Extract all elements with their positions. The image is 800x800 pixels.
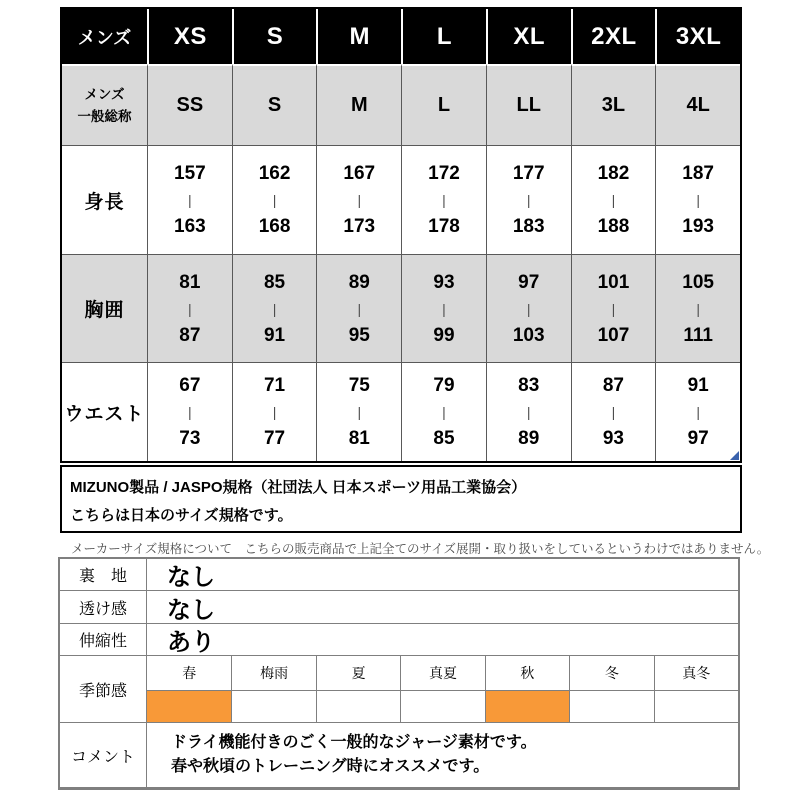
range-cell (655, 145, 740, 254)
range-cell (486, 362, 571, 461)
range-cell (147, 254, 232, 362)
range-separator: | (696, 404, 700, 420)
range-cell (571, 362, 656, 461)
range-min: 177 (512, 163, 545, 184)
spec-value-sheerness: なし (147, 590, 738, 623)
general-name-label (62, 64, 147, 145)
range-cell (655, 254, 740, 362)
range-cell (316, 254, 401, 362)
range-cell (232, 254, 317, 362)
range-separator: | (611, 300, 616, 317)
spec-label-lining: 裏 地 (60, 559, 147, 590)
range-separator: | (696, 192, 700, 208)
range-cell (655, 362, 740, 461)
spec-label-stretch: 伸縮性 (60, 623, 147, 655)
general-name-line: 一般総称 (77, 108, 132, 124)
range-min: 67 (179, 375, 201, 396)
range-min: 83 (518, 375, 540, 396)
range-separator: | (442, 404, 446, 420)
range-min: 75 (348, 375, 370, 396)
range-separator: | (442, 300, 446, 317)
size-header-cell: XL (486, 9, 571, 64)
season-name: 夏 (316, 656, 400, 690)
range-cell (232, 145, 317, 254)
range-max: 111 (683, 324, 713, 346)
spec-label-sheerness: 透け感 (60, 590, 147, 623)
size-header-cell: 2XL (571, 9, 656, 64)
season-grid (147, 655, 738, 722)
season-cell-highlighted (485, 690, 569, 722)
range-cell (571, 145, 656, 254)
range-cell (486, 145, 571, 254)
fabric-spec-table (58, 557, 740, 790)
range-min: 162 (258, 163, 291, 184)
season-name: 春 (182, 665, 197, 681)
season-cell (654, 690, 738, 722)
range-separator: | (272, 300, 277, 317)
range-cell (571, 254, 656, 362)
range-max: 103 (512, 324, 545, 346)
range-max: 188 (597, 216, 630, 237)
general-size-cell: LL (486, 64, 571, 145)
range-separator: | (272, 404, 277, 420)
range-cell (232, 362, 317, 461)
range-max: 99 (433, 324, 455, 346)
range-min: 187 (682, 163, 714, 184)
range-min: 182 (597, 163, 630, 184)
comment-line: ドライ機能付きのごく一般的なジャージ素材です。 (171, 734, 537, 751)
range-max: 95 (348, 324, 370, 346)
size-standard-note-box (60, 465, 742, 533)
season-cell (400, 690, 484, 722)
range-max: 93 (602, 428, 624, 449)
range-separator: | (611, 404, 616, 420)
range-max: 173 (343, 216, 376, 237)
comment-line: 春や秋頃のトレーニング時にオススメです。 (171, 758, 490, 775)
range-max: 85 (433, 428, 455, 449)
range-separator: | (188, 404, 192, 420)
range-cell (316, 145, 401, 254)
range-separator: | (526, 404, 531, 420)
range-min: 87 (602, 375, 624, 396)
range-max: 87 (179, 324, 201, 346)
range-max: 107 (597, 324, 630, 346)
range-cell (147, 362, 232, 461)
measure-row-label: ウエスト (62, 362, 147, 461)
range-separator: | (696, 300, 700, 317)
range-min: 105 (682, 271, 714, 293)
range-max: 178 (428, 216, 460, 237)
range-min: 79 (433, 375, 455, 396)
size-standard-line: こちらは日本のサイズ規格です。 (70, 506, 293, 524)
season-cell (569, 690, 653, 722)
mens-size-table (60, 7, 742, 463)
season-name: 真冬 (654, 656, 738, 690)
season-cell (316, 690, 400, 722)
season-name: 秋 (485, 656, 569, 690)
spec-label-seasonality: 季節感 (60, 655, 147, 722)
range-max: 97 (687, 428, 709, 449)
size-table-corner-label: メンズ (62, 9, 147, 64)
range-cell (401, 145, 486, 254)
range-separator: | (188, 300, 192, 317)
range-separator: | (272, 192, 277, 208)
general-size-cell: 3L (571, 64, 656, 145)
measure-row-label: 胸囲 (62, 254, 147, 362)
season-name: 真夏 (400, 656, 484, 690)
range-cell (486, 254, 571, 362)
range-cell (401, 362, 486, 461)
range-separator: | (357, 404, 362, 420)
range-max: 77 (263, 428, 286, 449)
general-size-cell: SS (147, 64, 232, 145)
general-size-cell: M (316, 64, 401, 145)
range-max: 168 (258, 216, 291, 237)
range-min: 157 (174, 163, 206, 184)
general-size-cell: S (232, 64, 317, 145)
measure-row-label: 身長 (62, 145, 147, 254)
range-separator: | (188, 192, 192, 208)
spec-value-lining: なし (167, 564, 215, 591)
range-min: 167 (343, 163, 376, 184)
season-name: 梅雨 (231, 656, 315, 690)
season-cell (231, 690, 315, 722)
general-name-line: メンズ (84, 86, 125, 102)
range-min: 85 (263, 271, 286, 293)
maker-size-disclaimer: メーカーサイズ規格について こちらの販売商品で上記全てのサイズ展開・取り扱いをしているというわけではありません。 (71, 542, 770, 556)
size-standard-line: MIZUNO製品 / JASPO規格（社団法人 日本スポーツ用品工業協会） (70, 479, 527, 496)
range-separator: | (442, 192, 446, 208)
range-min: 97 (518, 271, 540, 293)
range-separator: | (357, 192, 362, 208)
size-header-cell: 3XL (655, 9, 740, 64)
season-cell-highlighted (147, 690, 231, 722)
season-name: 冬 (569, 656, 653, 690)
range-min: 81 (179, 271, 201, 293)
range-max: 89 (518, 428, 540, 449)
range-cell (401, 254, 486, 362)
range-separator: | (357, 300, 362, 317)
range-max: 163 (174, 216, 206, 237)
size-header-cell: XS (147, 9, 232, 64)
range-min: 91 (687, 375, 709, 396)
range-min: 172 (428, 163, 460, 184)
spec-comment (147, 722, 738, 787)
range-cell (316, 362, 401, 461)
size-header-cell: M (316, 9, 401, 64)
range-separator: | (526, 300, 531, 317)
range-max: 183 (512, 216, 545, 237)
range-max: 193 (682, 216, 714, 237)
range-max: 81 (348, 428, 370, 449)
size-header-cell: L (401, 9, 486, 64)
spec-value-stretch: あり (147, 623, 738, 655)
range-separator: | (526, 192, 531, 208)
range-max: 73 (179, 428, 201, 449)
range-separator: | (611, 192, 616, 208)
range-cell (147, 145, 232, 254)
range-min: 89 (348, 271, 370, 293)
general-size-cell: L (401, 64, 486, 145)
spec-label-comment: コメント (60, 722, 147, 787)
table-corner-marker (730, 451, 739, 460)
range-min: 101 (597, 271, 630, 293)
range-min: 93 (433, 271, 455, 293)
range-max: 91 (263, 324, 286, 346)
general-size-cell: 4L (655, 64, 740, 145)
size-header-cell: S (232, 9, 317, 64)
range-min: 71 (263, 375, 286, 396)
